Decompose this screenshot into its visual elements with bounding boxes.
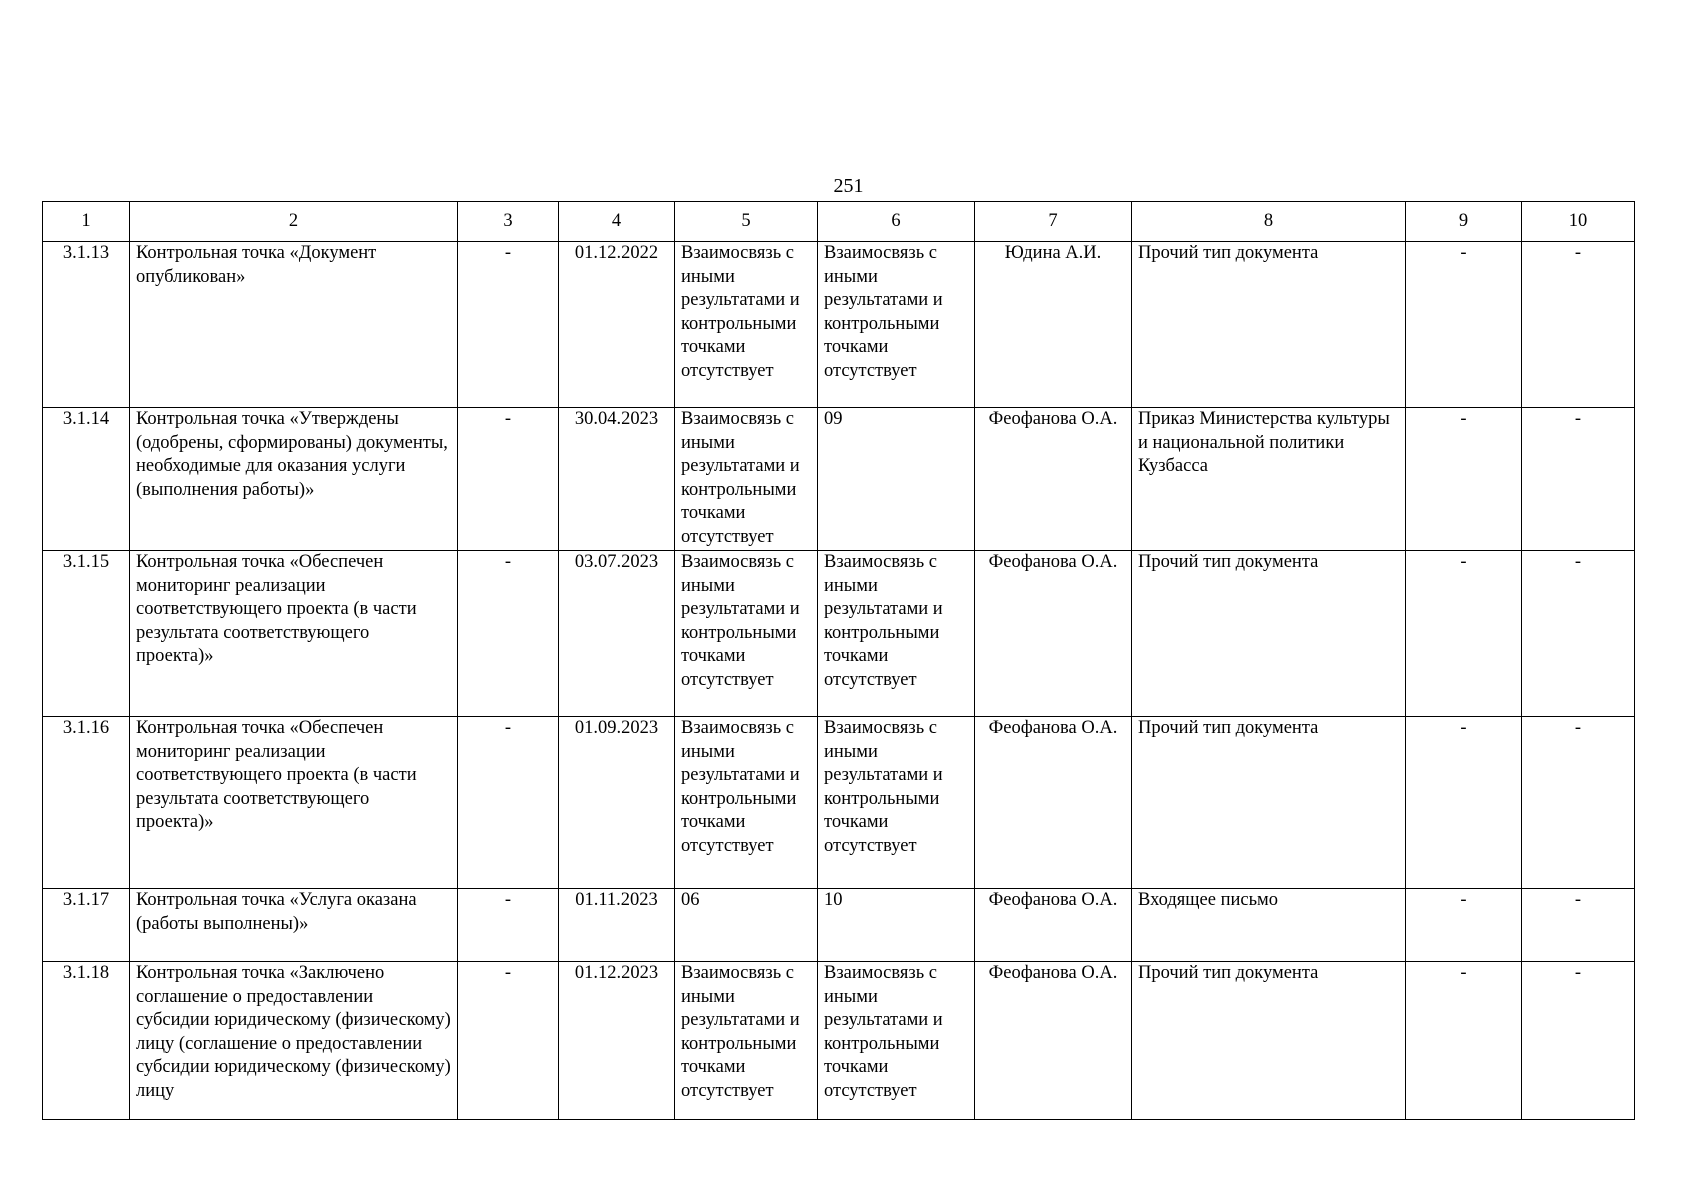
header-cell-10: 10 <box>1522 202 1635 242</box>
row-date: 01.09.2023 <box>559 717 675 889</box>
row-col10: - <box>1522 551 1635 717</box>
row-relation-prev: Взаимосвязь с иными результатами и контрольными точками отсутствует <box>675 717 818 889</box>
row-name: Контрольная точка «Услуга оказана (работы выполнены)» <box>130 889 458 962</box>
row-date: 30.04.2023 <box>559 408 675 551</box>
row-relation-next: Взаимосвязь с иными результатами и контрольными точками отсутствует <box>818 242 975 408</box>
row-document-type: Прочий тип документа <box>1132 242 1406 408</box>
row-number: 3.1.18 <box>43 962 130 1120</box>
row-col9: - <box>1406 551 1522 717</box>
row-date: 01.11.2023 <box>559 889 675 962</box>
row-name: Контрольная точка «Заключено соглашение о предоставлении субсидии юридическому (физическому) лицу (соглашение о предоставлении субсидии юридическому (физическому) лицу <box>130 962 458 1120</box>
row-number: 3.1.14 <box>43 408 130 551</box>
row-relation-prev: Взаимосвязь с иными результатами и контрольными точками отсутствует <box>675 551 818 717</box>
row-document-type: Прочий тип документа <box>1132 962 1406 1120</box>
row-responsible: Юдина А.И. <box>975 242 1132 408</box>
row-relation-next: Взаимосвязь с иными результатами и контрольными точками отсутствует <box>818 717 975 889</box>
row-number: 3.1.15 <box>43 551 130 717</box>
row-relation-prev: Взаимосвязь с иными результатами и контрольными точками отсутствует <box>675 408 818 551</box>
row-name: Контрольная точка «Обеспечен мониторинг реализации соответствующего проекта (в части результата соответствующего проекта)» <box>130 551 458 717</box>
row-col3: - <box>458 717 559 889</box>
header-cell-6: 6 <box>818 202 975 242</box>
table-row <box>43 551 1635 717</box>
header-row <box>43 202 1635 242</box>
row-number: 3.1.17 <box>43 889 130 962</box>
header-cell-5: 5 <box>675 202 818 242</box>
header-cell-4: 4 <box>559 202 675 242</box>
row-col3: - <box>458 408 559 551</box>
header-cell-8: 8 <box>1132 202 1406 242</box>
row-col3: - <box>458 551 559 717</box>
row-relation-prev: Взаимосвязь с иными результатами и контрольными точками отсутствует <box>675 242 818 408</box>
row-relation-next: 09 <box>818 408 975 551</box>
table-row <box>43 889 1635 962</box>
row-col10: - <box>1522 242 1635 408</box>
row-col9: - <box>1406 242 1522 408</box>
row-relation-prev: Взаимосвязь с иными результатами и контрольными точками отсутствует <box>675 962 818 1120</box>
row-date: 01.12.2023 <box>559 962 675 1120</box>
header-cell-9: 9 <box>1406 202 1522 242</box>
table-row <box>43 717 1635 889</box>
row-number: 3.1.16 <box>43 717 130 889</box>
control-points-table <box>42 201 1635 1120</box>
row-document-type: Прочий тип документа <box>1132 551 1406 717</box>
row-responsible: Феофанова О.А. <box>975 889 1132 962</box>
row-col10: - <box>1522 717 1635 889</box>
row-responsible: Феофанова О.А. <box>975 408 1132 551</box>
row-relation-next: 10 <box>818 889 975 962</box>
row-col3: - <box>458 889 559 962</box>
row-col9: - <box>1406 962 1522 1120</box>
row-col9: - <box>1406 717 1522 889</box>
row-name: Контрольная точка «Утверждены (одобрены, сформированы) документы, необходимые для оказания услуги (выполнения работы)» <box>130 408 458 551</box>
table-row <box>43 242 1635 408</box>
row-responsible: Феофанова О.А. <box>975 962 1132 1120</box>
row-col10: - <box>1522 889 1635 962</box>
row-document-type: Прочий тип документа <box>1132 717 1406 889</box>
table-row <box>43 962 1635 1120</box>
row-col9: - <box>1406 889 1522 962</box>
row-relation-next: Взаимосвязь с иными результатами и контрольными точками отсутствует <box>818 962 975 1120</box>
page-number: 251 <box>833 175 864 197</box>
row-name: Контрольная точка «Документ опубликован» <box>130 242 458 408</box>
row-col10: - <box>1522 408 1635 551</box>
row-number: 3.1.13 <box>43 242 130 408</box>
row-responsible: Феофанова О.А. <box>975 551 1132 717</box>
header-cell-3: 3 <box>458 202 559 242</box>
row-date: 01.12.2022 <box>559 242 675 408</box>
row-date: 03.07.2023 <box>559 551 675 717</box>
row-relation-next: Взаимосвязь с иными результатами и контрольными точками отсутствует <box>818 551 975 717</box>
table-row <box>43 408 1635 551</box>
header-cell-7: 7 <box>975 202 1132 242</box>
row-col10: - <box>1522 962 1635 1120</box>
row-name: Контрольная точка «Обеспечен мониторинг реализации соответствующего проекта (в части результата соответствующего проекта)» <box>130 717 458 889</box>
row-col3: - <box>458 962 559 1120</box>
row-document-type: Приказ Министерства культуры и национальной политики Кузбасса <box>1132 408 1406 551</box>
row-document-type: Входящее письмо <box>1132 889 1406 962</box>
row-col3: - <box>458 242 559 408</box>
row-responsible: Феофанова О.А. <box>975 717 1132 889</box>
header-cell-1: 1 <box>43 202 130 242</box>
row-col9: - <box>1406 408 1522 551</box>
row-relation-prev: 06 <box>675 889 818 962</box>
header-cell-2: 2 <box>130 202 458 242</box>
